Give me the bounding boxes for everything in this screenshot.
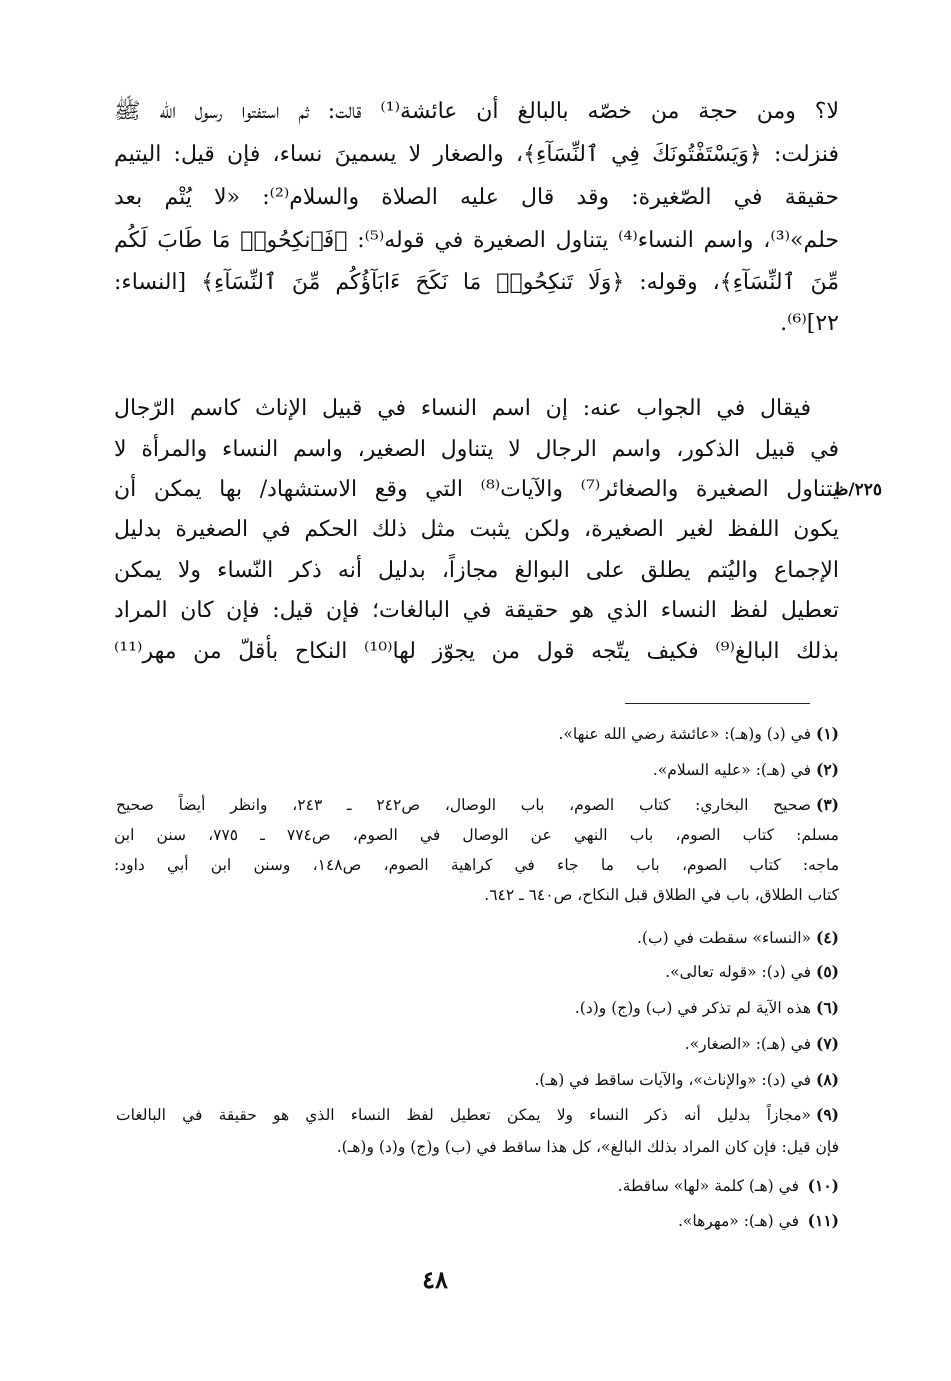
- footnote-number: (٧): [815, 1034, 839, 1053]
- footnote-text: مسلم: كتاب الصوم، باب النهي عن الوصال في الصوم، ص٧٧٤ ـ ٧٧٥، سنن ابن: [114, 826, 839, 844]
- footnote-number: (٥): [815, 962, 839, 981]
- paragraph1-line-4: حلم»⁽³⁾، واسم النساء⁽⁴⁾ يتناول الصغيرة في قوله⁽⁵⁾: ﴿فَٱنكِحُوا۟ مَا طَابَ لَكُم: [114, 228, 839, 253]
- footnote-text: ماجه: كتاب الصوم، باب ما جاء في كراهية الصوم، ص١٤٨، وسنن ابن أبي داود:: [114, 856, 839, 874]
- paragraph1-line-1: لا؟ ومن حجة من خصّه بالبالغ أن عائشة⁽¹⁾ قالت: ثم استفتوا رسول الله ﷺ: [114, 99, 839, 124]
- footnote-text: صحيح البخاري: كتاب الصوم، باب الوصال، ص٢٤٢ ـ ٢٤٣، وانظر أيضاً صحيح: [116, 796, 811, 814]
- footnote-text: في (هـ): «عليه السلام».: [652, 761, 811, 779]
- paragraph2-line-6: تعطيل لفظ النساء الذي هو حقيقة في البالغات؛ فإن قيل: فإن كان المراد: [114, 598, 839, 623]
- footnote-number: (١٠): [807, 1176, 839, 1195]
- footnote-text: فإن قيل: فإن كان المراد بذلك البالغ»، كل هذا ساقط في (ب) و(ج) و(د) و(هـ).: [336, 1138, 839, 1156]
- manuscript-folio-marker: ٢٢٥/ظ: [832, 480, 882, 500]
- paragraph1-line-5: مِّنَ ٱلنِّسَآءِ﴾، وقوله: ﴿وَلَا تَنكِحُوا۟ مَا نَكَحَ ءَابَآؤُكُم مِّنَ ٱلنِّسَآءِ﴾ [النساء:: [114, 270, 839, 295]
- paragraph1-line-2: فنزلت: ﴿وَيَسْتَفْتُونَكَ فِي ٱلنِّسَآءِ﴾، والصغار لا يسمينَ نساء، فإن قيل: اليتيم: [114, 142, 839, 167]
- paragraph2-line-5: الإجماع واليُتم يطلق على البوالغ مجازاً، بدليل أنه ذكر النّساء ولا يمكن: [114, 558, 839, 583]
- footnote-text: هذه الآية لم تذكر في (ب) و(ج) و(د).: [574, 999, 811, 1017]
- paragraph2-line-3: يتناول الصغيرة والصغائر⁽⁷⁾ والآيات⁽⁸⁾ التي وقع الاستشهاد/ بها يمكن أن: [114, 477, 839, 502]
- footnote-number: (٨): [815, 1070, 839, 1089]
- footnote-number: (٢): [815, 760, 839, 779]
- footnote-text: في (د): «قوله تعالى».: [665, 963, 811, 981]
- footnote-text: في (د) و(هـ): «عائشة رضي الله عنها».: [558, 725, 811, 743]
- footnote-text: في (د): «والإناث»، والآيات ساقط في (هـ).: [534, 1071, 811, 1089]
- footnote-number: (١١): [807, 1211, 839, 1230]
- footnote-text: «مجازاً بدليل أنه ذكر النساء ولا يمكن تعطيل لفظ النساء الذي هو حقيقة في البالغات: [116, 1106, 811, 1124]
- footnote-text: في (هـ): «مهرها».: [677, 1212, 799, 1230]
- footnote-separator: [625, 703, 810, 704]
- paragraph2-line-1: فيقال في الجواب عنه: إن اسم النساء في قبيل الإناث كاسم الرّجال: [114, 396, 811, 421]
- footnote-number: (١): [815, 724, 839, 743]
- paragraph1-line-3: حقيقة في الصّغيرة: وقد قال عليه الصلاة والسلام⁽²⁾: «لا يُتْم بعد: [114, 185, 839, 210]
- footnote-number: (٩): [815, 1105, 839, 1124]
- footnote-text: كتاب الطلاق، باب في الطلاق قبل النكاح، ص٦٤٠ ـ ٦٤٢.: [484, 886, 839, 904]
- footnote-text: في (هـ) كلمة «لها» ساقطة.: [617, 1177, 799, 1195]
- footnote-text: «النساء» سقطت في (ب).: [637, 929, 811, 947]
- footnote-number: (٣): [815, 795, 839, 814]
- footnote-number: (٤): [815, 928, 839, 947]
- paragraph2-line-2: في قبيل الذكور، واسم الرجال لا يتناول الصغير، واسم النساء والمرأة لا: [114, 437, 839, 462]
- footnote-text: في (هـ): «الصغار».: [684, 1035, 811, 1053]
- paragraph2-line-7: بذلك البالغ⁽⁹⁾ فكيف يتّجه قول من يجوّز لها⁽¹⁰⁾ النكاح بأقلّ من مهر⁽¹¹⁾: [114, 639, 839, 664]
- paragraph2-line-4: يكون اللفظ لغير الصغيرة، ولكن يثبت مثل ذلك الحكم في الصغيرة بدليل: [114, 517, 839, 542]
- footnote-number: (٦): [815, 998, 839, 1017]
- page-number: ٤٨: [422, 1265, 448, 1294]
- paragraph1-line-6: ٢٢]⁽⁶⁾.: [780, 311, 839, 336]
